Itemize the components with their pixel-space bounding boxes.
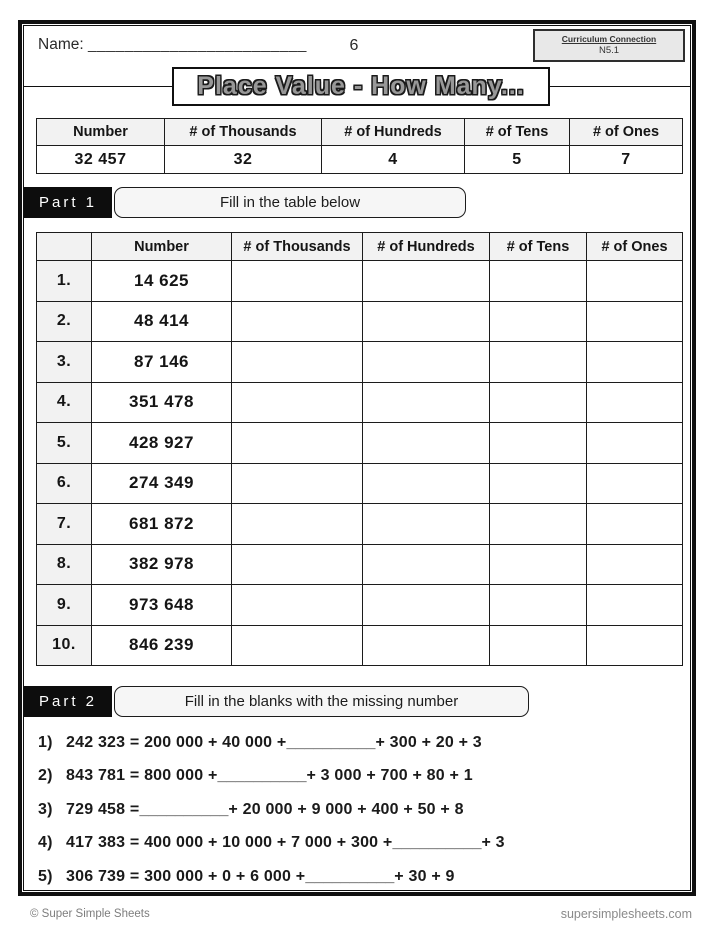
row-index: 1. (37, 261, 92, 302)
answer-cell-thousands[interactable] (232, 342, 363, 383)
equation-after: + 300 + 20 + 3 (375, 733, 482, 751)
example-col-thousands: # of Thousands (165, 119, 322, 146)
row-index: 2. (37, 301, 92, 342)
answer-blank[interactable]: __________ (139, 800, 229, 818)
name-blank-line[interactable]: ________________________ (87, 36, 307, 53)
table-row (37, 382, 683, 423)
answer-cell-hundreds[interactable] (363, 625, 490, 666)
part1-instruction: Fill in the table below (114, 187, 466, 218)
equation-after: + 3 (481, 834, 505, 852)
title-box (172, 67, 550, 106)
problem-index: 2) (38, 767, 53, 785)
answer-cell-hundreds[interactable] (363, 261, 490, 302)
number-cell: 274 349 (92, 463, 232, 504)
problem-line (38, 760, 684, 794)
answer-cell-thousands[interactable] (232, 585, 363, 626)
table-row (37, 504, 683, 545)
answer-cell-thousands[interactable] (232, 504, 363, 545)
answer-cell-thousands[interactable] (232, 625, 363, 666)
answer-cell-hundreds[interactable] (363, 585, 490, 626)
col-row-index (37, 233, 92, 261)
answer-cell-tens[interactable] (490, 585, 587, 626)
equation-before: 242 323 = 200 000 + 40 000 + (66, 733, 287, 751)
answer-cell-ones[interactable] (587, 463, 683, 504)
problem-index: 1) (38, 733, 53, 751)
number-cell: 681 872 (92, 504, 232, 545)
part1-table-header-row (37, 233, 683, 261)
answer-cell-ones[interactable] (587, 261, 683, 302)
row-index: 3. (37, 342, 92, 383)
answer-blank[interactable]: __________ (305, 867, 395, 885)
example-ones-cell: 7 (570, 146, 683, 174)
problem-index: 5) (38, 867, 53, 885)
example-table-row (37, 146, 683, 174)
part2-problems (38, 726, 684, 894)
answer-cell-tens[interactable] (490, 261, 587, 302)
answer-blank[interactable]: __________ (392, 834, 482, 852)
problem-line (38, 860, 684, 894)
col-ones: # of Ones (587, 233, 683, 261)
table-row (37, 261, 683, 302)
answer-cell-hundreds[interactable] (363, 423, 490, 464)
example-thousands-cell: 32 (165, 146, 322, 174)
row-index: 5. (37, 423, 92, 464)
worksheet-inner-border (23, 25, 691, 891)
answer-cell-ones[interactable] (587, 504, 683, 545)
part1-table (36, 232, 683, 666)
col-number: Number (92, 233, 232, 261)
equation-after: + 20 000 + 9 000 + 400 + 50 + 8 (228, 800, 464, 818)
page-title: Place Value - How Many... (197, 72, 525, 100)
answer-cell-tens[interactable] (490, 423, 587, 464)
number-cell: 48 414 (92, 301, 232, 342)
answer-cell-ones[interactable] (587, 625, 683, 666)
number-cell: 428 927 (92, 423, 232, 464)
page-number: 6 (349, 37, 359, 54)
part1-label: Part 1 (24, 187, 112, 218)
number-cell: 351 478 (92, 382, 232, 423)
answer-cell-hundreds[interactable] (363, 301, 490, 342)
table-row (37, 301, 683, 342)
example-col-ones: # of Ones (570, 119, 683, 146)
equation-before: 843 781 = 800 000 + (66, 767, 218, 785)
answer-cell-thousands[interactable] (232, 423, 363, 464)
worksheet-page (18, 20, 696, 896)
example-col-tens: # of Tens (465, 119, 570, 146)
example-col-hundreds: # of Hundreds (322, 119, 465, 146)
answer-cell-ones[interactable] (587, 342, 683, 383)
part2-label: Part 2 (24, 686, 112, 717)
answer-cell-tens[interactable] (490, 342, 587, 383)
number-cell: 14 625 (92, 261, 232, 302)
answer-cell-tens[interactable] (490, 504, 587, 545)
curriculum-connection-code: N5.1 (598, 45, 620, 56)
row-index: 4. (37, 382, 92, 423)
problem-line (38, 726, 684, 760)
answer-cell-hundreds[interactable] (363, 544, 490, 585)
row-index: 7. (37, 504, 92, 545)
row-index: 10. (37, 625, 92, 666)
equation-after: + 30 + 9 (394, 867, 455, 885)
answer-cell-thousands[interactable] (232, 382, 363, 423)
col-thousands: # of Thousands (232, 233, 363, 261)
table-row (37, 423, 683, 464)
answer-blank[interactable]: __________ (286, 733, 376, 751)
answer-cell-thousands[interactable] (232, 463, 363, 504)
answer-cell-ones[interactable] (587, 382, 683, 423)
curriculum-connection-label: Curriculum Connection (561, 34, 657, 44)
answer-cell-tens[interactable] (490, 301, 587, 342)
problem-index: 3) (38, 800, 53, 818)
equation-before: 306 739 = 300 000 + 0 + 6 000 + (66, 867, 306, 885)
table-row (37, 463, 683, 504)
answer-cell-hundreds[interactable] (363, 342, 490, 383)
table-row (37, 585, 683, 626)
table-row (37, 625, 683, 666)
answer-cell-hundreds[interactable] (363, 463, 490, 504)
answer-cell-tens[interactable] (490, 463, 587, 504)
equation-before: 729 458 = (66, 800, 140, 818)
answer-cell-thousands[interactable] (232, 544, 363, 585)
col-tens: # of Tens (490, 233, 587, 261)
answer-cell-thousands[interactable] (232, 261, 363, 302)
answer-cell-thousands[interactable] (232, 301, 363, 342)
col-hundreds: # of Hundreds (363, 233, 490, 261)
answer-cell-ones[interactable] (587, 544, 683, 585)
answer-cell-tens[interactable] (490, 625, 587, 666)
example-table-header-row (37, 119, 683, 146)
problem-index: 4) (38, 834, 53, 852)
answer-cell-tens[interactable] (490, 544, 587, 585)
row-index: 8. (37, 544, 92, 585)
example-table (36, 118, 683, 174)
website-link[interactable]: supersimplesheets.com (560, 907, 692, 921)
number-cell: 382 978 (92, 544, 232, 585)
part1-badge (24, 187, 466, 218)
answer-cell-ones[interactable] (587, 423, 683, 464)
answer-cell-tens[interactable] (490, 382, 587, 423)
equation-after: + 3 000 + 700 + 80 + 1 (306, 767, 473, 785)
answer-cell-hundreds[interactable] (363, 382, 490, 423)
example-hundreds-cell: 4 (322, 146, 465, 174)
copyright-text: © Super Simple Sheets (30, 908, 150, 920)
part2-badge (24, 686, 529, 717)
answer-cell-ones[interactable] (587, 585, 683, 626)
table-row (37, 544, 683, 585)
example-tens-cell: 5 (465, 146, 570, 174)
curriculum-connection-box (533, 29, 685, 62)
name-row (38, 36, 307, 54)
part2-instruction: Fill in the blanks with the missing number (114, 686, 529, 717)
example-number-cell: 32 457 (37, 146, 165, 174)
name-label: Name: (38, 36, 84, 53)
number-cell: 846 239 (92, 625, 232, 666)
example-col-number: Number (37, 119, 165, 146)
answer-blank[interactable]: __________ (217, 767, 307, 785)
problem-line (38, 793, 684, 827)
equation-before: 417 383 = 400 000 + 10 000 + 7 000 + 300 + (66, 834, 393, 852)
number-cell: 87 146 (92, 342, 232, 383)
answer-cell-ones[interactable] (587, 301, 683, 342)
row-index: 6. (37, 463, 92, 504)
row-index: 9. (37, 585, 92, 626)
table-row (37, 342, 683, 383)
answer-cell-hundreds[interactable] (363, 504, 490, 545)
number-cell: 973 648 (92, 585, 232, 626)
problem-line (38, 827, 684, 861)
